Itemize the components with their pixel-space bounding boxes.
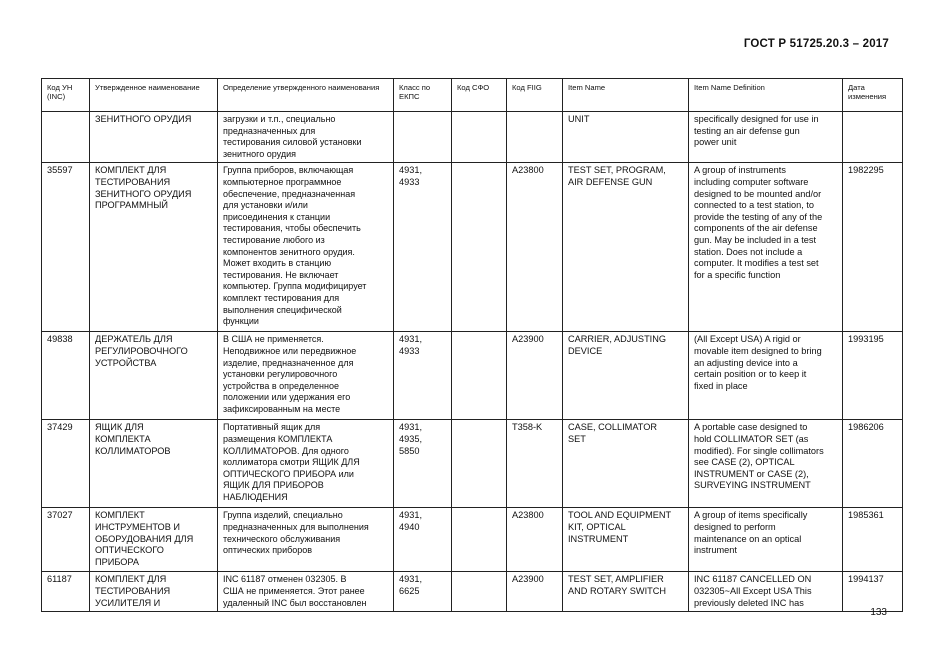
ekps-class-cell	[394, 112, 452, 163]
col-header-fiig-code: Код FIIG	[507, 79, 563, 112]
change-date-cell: 1986206	[843, 420, 903, 508]
fiig-code-cell: A23900	[507, 572, 563, 612]
inc-code-cell: 37027	[42, 508, 90, 572]
ekps-class-cell: 4931, 4935, 5850	[394, 420, 452, 508]
col-header-item-definition: Item Name Definition	[689, 79, 843, 112]
change-date-cell: 1993195	[843, 332, 903, 420]
definition-cell: Группа приборов, включающая компьютерное программное обеспечение, предназначенная для установки и/или присоединения к станции тестирования, чтобы обеспечить тестирование любого из компонентов зенитного орудия. Может входить в станцию тестирования. Не включает компьютер. Группа модифицирует комплект тестирования для выполнения специфической функции	[218, 163, 394, 332]
item-definition-cell: INC 61187 CANCELLED ON 032305~All Except USA This previously deleted INC has	[689, 572, 843, 612]
definition-cell: загрузки и т.п., специально предназначенных для тестирования силовой установки зенитного орудия	[218, 112, 394, 163]
item-definition-cell: (All Except USA) A rigid or movable item designed to bring an adjusting device into a certain position or to keep it fixed in place	[689, 332, 843, 420]
sfo-code-cell	[452, 163, 507, 332]
sfo-code-cell	[452, 508, 507, 572]
fiig-code-cell: T358-K	[507, 420, 563, 508]
table-header-row	[42, 79, 903, 112]
item-name-cell: UNIT	[563, 112, 689, 163]
change-date-cell	[843, 112, 903, 163]
item-name-cell: TEST SET, AMPLIFIER AND ROTARY SWITCH	[563, 572, 689, 612]
table-row	[42, 572, 903, 612]
item-name-cell: TOOL AND EQUIPMENT KIT, OPTICAL INSTRUMENT	[563, 508, 689, 572]
item-name-cell: CARRIER, ADJUSTING DEVICE	[563, 332, 689, 420]
definition-cell: Группа изделий, специально предназначенных для выполнения технического обслуживания оптических приборов	[218, 508, 394, 572]
definition-cell: В США не применяется. Неподвижное или передвижное изделие, предназначенное для установки регулировочного устройства в определенное положении или удержания его зафиксированным на месте	[218, 332, 394, 420]
approved-name-cell: ЯЩИК ДЛЯ КОМПЛЕКТА КОЛЛИМАТОРОВ	[90, 420, 218, 508]
col-header-approved-name: Утвержденное наименование	[90, 79, 218, 112]
sfo-code-cell	[452, 332, 507, 420]
document-header: ГОСТ Р 51725.20.3 – 2017	[743, 38, 889, 50]
col-header-sfo-code: Код СФО	[452, 79, 507, 112]
change-date-cell: 1985361	[843, 508, 903, 572]
approved-name-cell: ЗЕНИТНОГО ОРУДИЯ	[90, 112, 218, 163]
col-header-definition: Определение утвержденного наименования	[218, 79, 394, 112]
col-header-item-name: Item Name	[563, 79, 689, 112]
ekps-class-cell: 4931, 4940	[394, 508, 452, 572]
inc-code-cell: 49838	[42, 332, 90, 420]
inc-code-cell: 35597	[42, 163, 90, 332]
inc-code-cell: 61187	[42, 572, 90, 612]
item-definition-cell: A portable case designed to hold COLLIMATOR SET (as modified). For single collimators see CASE (2), OPTICAL INSTRUMENT or CASE (2), SURVEYING INSTRUMENT	[689, 420, 843, 508]
table-row	[42, 112, 903, 163]
approved-name-cell: КОМПЛЕКТ ИНСТРУМЕНТОВ И ОБОРУДОВАНИЯ ДЛЯ ОПТИЧЕСКОГО ПРИБОРА	[90, 508, 218, 572]
definition-cell: INC 61187 отменен 032305. В США не применяется. Этот ранее удаленный INC был восстановлен	[218, 572, 394, 612]
ekps-class-cell: 4931, 6625	[394, 572, 452, 612]
table-row	[42, 420, 903, 508]
fiig-code-cell: A23900	[507, 332, 563, 420]
change-date-cell: 1994137	[843, 572, 903, 612]
item-name-cell: TEST SET, PROGRAM, AIR DEFENSE GUN	[563, 163, 689, 332]
sfo-code-cell	[452, 572, 507, 612]
inc-code-cell	[42, 112, 90, 163]
approved-name-cell: ДЕРЖАТЕЛЬ ДЛЯ РЕГУЛИРОВОЧНОГО УСТРОЙСТВА	[90, 332, 218, 420]
col-header-change-date: Дата изменения	[843, 79, 903, 112]
classification-table	[41, 78, 903, 612]
ekps-class-cell: 4931, 4933	[394, 332, 452, 420]
table-row	[42, 332, 903, 420]
ekps-class-cell: 4931, 4933	[394, 163, 452, 332]
sfo-code-cell	[452, 420, 507, 508]
col-header-inc: Код УН (INC)	[42, 79, 90, 112]
item-definition-cell: A group of instruments including computer software designed to be mounted and/or connected to a test station, to provide the testing of any of the components of the air defense gun. May be included in a test station. Does not include a computer. It modifies a test set for a specific function	[689, 163, 843, 332]
item-name-cell: CASE, COLLIMATOR SET	[563, 420, 689, 508]
fiig-code-cell: A23800	[507, 163, 563, 332]
fiig-code-cell: A23800	[507, 508, 563, 572]
table-row	[42, 508, 903, 572]
fiig-code-cell	[507, 112, 563, 163]
definition-cell: Портативный ящик для размещения КОМПЛЕКТА КОЛЛИМАТОРОВ. Для одного коллиматора смотри ЯЩИК ДЛЯ ОПТИЧЕСКОГО ПРИБОРА или ЯЩИК ДЛЯ ПРИБОРОВ НАБЛЮДЕНИЯ	[218, 420, 394, 508]
item-definition-cell: A group of items specifically designed to perform maintenance on an optical instrument	[689, 508, 843, 572]
table-row	[42, 163, 903, 332]
item-definition-cell: specifically designed for use in testing an air defense gun power unit	[689, 112, 843, 163]
sfo-code-cell	[452, 112, 507, 163]
inc-code-cell: 37429	[42, 420, 90, 508]
col-header-ekps-class: Класс по ЕКПС	[394, 79, 452, 112]
approved-name-cell: КОМПЛЕКТ ДЛЯ ТЕСТИРОВАНИЯ ЗЕНИТНОГО ОРУДИЯ ПРОГРАММНЫЙ	[90, 163, 218, 332]
change-date-cell: 1982295	[843, 163, 903, 332]
approved-name-cell: КОМПЛЕКТ ДЛЯ ТЕСТИРОВАНИЯ УСИЛИТЕЛЯ И	[90, 572, 218, 612]
page-number: 133	[870, 607, 887, 618]
